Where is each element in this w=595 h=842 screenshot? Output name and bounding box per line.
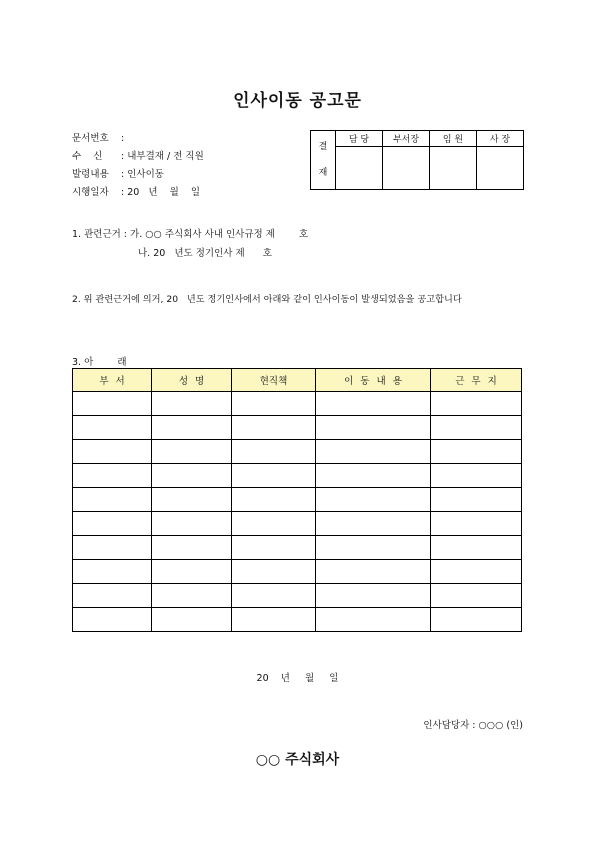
meta-content: 발령내용 : 인사이동 [72, 166, 204, 184]
basis-item-a: 가. ○○ 주식회사 사내 인사규정 제 호 [130, 229, 309, 240]
table-row [73, 488, 522, 512]
table-cell[interactable] [232, 512, 316, 536]
table-cell[interactable] [431, 560, 522, 584]
table-cell[interactable] [316, 512, 431, 536]
meta-doc-number: 문서번호 : [72, 130, 204, 148]
approval-header-staff: 담 당 [336, 131, 383, 147]
table-cell[interactable] [232, 416, 316, 440]
company-name: ○○ 주식회사 [255, 752, 340, 768]
approval-box [310, 130, 524, 190]
table-cell[interactable] [232, 440, 316, 464]
table-cell[interactable] [316, 584, 431, 608]
table-cell[interactable] [232, 560, 316, 584]
approval-side-label [311, 131, 336, 190]
table-cell[interactable] [73, 488, 152, 512]
table-cell[interactable] [431, 608, 522, 632]
table-title: 3. 아 래 [72, 357, 127, 368]
col-header-transfer-details: 이 동 내 용 [316, 369, 431, 392]
meta-label: 발령내용 [72, 169, 109, 180]
meta-recipient: 수 신 : 내부결재 / 전 직원 [72, 148, 204, 166]
issue-date: 20 년 월 일 [256, 673, 339, 684]
approval-signature-cell[interactable] [336, 147, 383, 190]
table-row [73, 560, 522, 584]
approval-side-char: 결 [318, 142, 328, 152]
table-cell[interactable] [73, 464, 152, 488]
table-cell[interactable] [316, 416, 431, 440]
col-header-name: 성 명 [152, 369, 232, 392]
table-cell[interactable] [152, 608, 232, 632]
document-meta [72, 130, 204, 202]
col-header-current-position: 현직책 [232, 369, 316, 392]
basis-label: 1. 관련근거 : [72, 229, 128, 240]
approval-side-char: 재 [318, 168, 328, 178]
basis-line-a [72, 226, 308, 240]
approval-signature-cell[interactable] [477, 147, 524, 190]
meta-value: 내부결재 / 전 직원 [127, 151, 204, 162]
table-cell[interactable] [316, 536, 431, 560]
approval-header-president: 사 장 [477, 131, 524, 147]
table-cell[interactable] [232, 488, 316, 512]
meta-effective-date: 시행일자 : 20 년 월 일 [72, 184, 204, 202]
table-cell[interactable] [431, 464, 522, 488]
approval-signature-cell[interactable] [383, 147, 430, 190]
col-header-department: 부 서 [73, 369, 152, 392]
table-cell[interactable] [316, 560, 431, 584]
table-cell[interactable] [152, 560, 232, 584]
table-header-row [73, 369, 522, 392]
table-row [73, 416, 522, 440]
table-cell[interactable] [431, 512, 522, 536]
table-cell[interactable] [316, 608, 431, 632]
table-cell[interactable] [73, 512, 152, 536]
table-cell[interactable] [232, 536, 316, 560]
table-cell[interactable] [431, 440, 522, 464]
table-cell[interactable] [73, 536, 152, 560]
table-cell[interactable] [73, 608, 152, 632]
notice-text: 2. 위 관련근거에 의거, 20 년도 정기인사에서 아래와 같이 인사이동이 발생되었음을 공고합니다 [72, 294, 462, 305]
table-row [73, 608, 522, 632]
table-row [73, 512, 522, 536]
table-cell[interactable] [152, 488, 232, 512]
basis-item-b: 나. 20 년도 정기인사 제 호 [138, 248, 272, 259]
meta-value: 인사이동 [127, 169, 164, 180]
table-row [73, 464, 522, 488]
table-row [73, 584, 522, 608]
approval-signature-cell[interactable] [430, 147, 477, 190]
table-body [73, 392, 522, 632]
table-cell[interactable] [152, 584, 232, 608]
table-cell[interactable] [316, 464, 431, 488]
approval-header-executive: 임 원 [430, 131, 477, 147]
col-header-workplace: 근 무 지 [431, 369, 522, 392]
table-cell[interactable] [232, 464, 316, 488]
table-cell[interactable] [431, 536, 522, 560]
table-row [73, 440, 522, 464]
table-cell[interactable] [232, 608, 316, 632]
table-cell[interactable] [73, 584, 152, 608]
meta-value: 20 년 월 일 [127, 187, 201, 198]
table-cell[interactable] [431, 584, 522, 608]
table-cell[interactable] [152, 440, 232, 464]
table-cell[interactable] [152, 464, 232, 488]
table-cell[interactable] [316, 488, 431, 512]
table-cell[interactable] [73, 560, 152, 584]
table-cell[interactable] [73, 440, 152, 464]
table-row [73, 392, 522, 416]
table-row [73, 536, 522, 560]
meta-label: 시행일자 [72, 187, 109, 198]
table-cell[interactable] [431, 488, 522, 512]
meta-label: 문서번호 [72, 133, 109, 144]
meta-label: 수 신 [72, 151, 103, 162]
approval-header-dept-head: 부서장 [383, 131, 430, 147]
table-cell[interactable] [316, 440, 431, 464]
transfer-table [72, 368, 522, 632]
table-cell[interactable] [152, 416, 232, 440]
document-title: 인사이동 공고문 [233, 91, 362, 111]
table-cell[interactable] [431, 392, 522, 416]
table-cell[interactable] [73, 392, 152, 416]
table-cell[interactable] [152, 536, 232, 560]
table-cell[interactable] [232, 392, 316, 416]
table-cell[interactable] [232, 584, 316, 608]
hr-manager-signature: 인사담당자 : ○○○ (인) [423, 720, 523, 731]
table-cell[interactable] [73, 416, 152, 440]
table-cell[interactable] [152, 392, 232, 416]
table-cell[interactable] [152, 512, 232, 536]
table-cell[interactable] [431, 416, 522, 440]
table-cell[interactable] [316, 392, 431, 416]
